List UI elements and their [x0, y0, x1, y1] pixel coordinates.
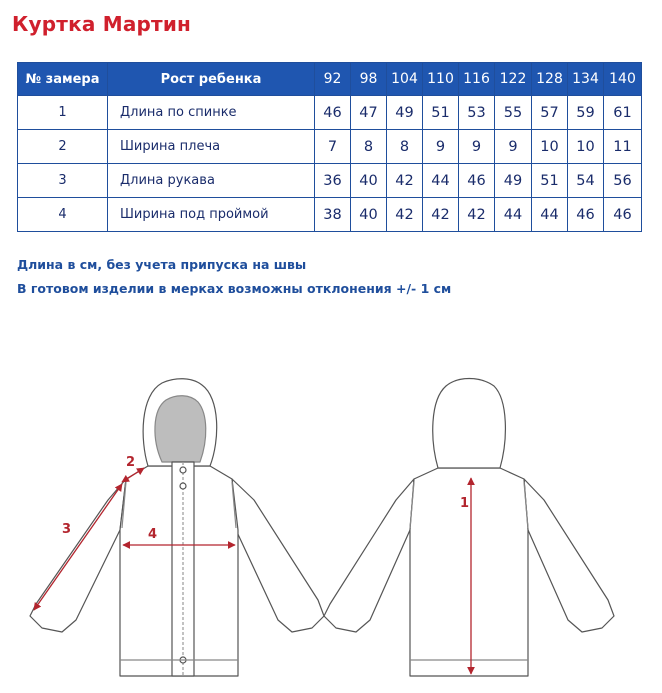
table-header-row [18, 63, 642, 96]
measure-value: 46 [459, 164, 495, 198]
header-size: 98 [351, 63, 387, 96]
measure-value: 42 [387, 164, 423, 198]
measure-value: 49 [495, 164, 532, 198]
note-seam-allowance: Длина в см, без учета припуска на швы [17, 257, 307, 272]
measure-value: 11 [604, 130, 642, 164]
header-measure-number: № замера [18, 63, 108, 96]
measure-value: 36 [315, 164, 351, 198]
measure-value: 40 [351, 164, 387, 198]
measure-name: Длина по спинке [108, 96, 315, 130]
jacket-drawing [0, 340, 662, 690]
measure-name: Длина рукава [108, 164, 315, 198]
measure-value: 8 [351, 130, 387, 164]
measure-value: 44 [423, 164, 459, 198]
measure-value: 57 [532, 96, 568, 130]
header-size: 116 [459, 63, 495, 96]
table-row [18, 130, 642, 164]
measure-value: 10 [532, 130, 568, 164]
measure-value: 47 [351, 96, 387, 130]
measure-value: 54 [568, 164, 604, 198]
table-row [18, 164, 642, 198]
front-right-sleeve [232, 479, 324, 632]
measure-value: 40 [351, 198, 387, 232]
measure-value: 46 [568, 198, 604, 232]
back-hood [433, 379, 506, 469]
header-size: 110 [423, 63, 459, 96]
measure-value: 38 [315, 198, 351, 232]
measure-value: 55 [495, 96, 532, 130]
measure-value: 51 [423, 96, 459, 130]
measure-value: 9 [495, 130, 532, 164]
jacket-front [30, 379, 324, 676]
measure-number: 4 [18, 198, 108, 232]
front-hood-lining [155, 396, 206, 462]
measure-name: Ширина под проймой [108, 198, 315, 232]
table-row [18, 198, 642, 232]
measure-value: 49 [387, 96, 423, 130]
header-size: 92 [315, 63, 351, 96]
measure-number: 1 [18, 96, 108, 130]
back-right-sleeve [524, 479, 614, 632]
back-left-sleeve [324, 479, 414, 632]
measure-value: 8 [387, 130, 423, 164]
size-table [17, 62, 642, 232]
measure-value: 42 [387, 198, 423, 232]
measure-value: 53 [459, 96, 495, 130]
measure-value: 46 [604, 198, 642, 232]
measure-value: 44 [532, 198, 568, 232]
measure-number: 3 [18, 164, 108, 198]
page-title: Куртка Мартин [12, 12, 192, 36]
measure-value: 44 [495, 198, 532, 232]
measure-value: 9 [423, 130, 459, 164]
measure-value: 10 [568, 130, 604, 164]
measure-value: 59 [568, 96, 604, 130]
header-size: 104 [387, 63, 423, 96]
measure-name: Ширина плеча [108, 130, 315, 164]
measure-number: 2 [18, 130, 108, 164]
measure-value: 42 [459, 198, 495, 232]
front-left-sleeve [30, 479, 126, 632]
measure-value: 51 [532, 164, 568, 198]
header-size: 122 [495, 63, 532, 96]
note-tolerance: В готовом изделии в мерках возможны отклонения +/- 1 см [17, 281, 452, 296]
table-row [18, 96, 642, 130]
measure-value: 61 [604, 96, 642, 130]
measure-value: 56 [604, 164, 642, 198]
measure-value: 9 [459, 130, 495, 164]
header-child-height: Рост ребенка [108, 63, 315, 96]
measure-label-3: 3 [62, 522, 72, 537]
header-size: 140 [604, 63, 642, 96]
header-size: 128 [532, 63, 568, 96]
jacket-back [324, 379, 614, 677]
measure-label-1: 1 [460, 496, 470, 511]
measure-value: 46 [315, 96, 351, 130]
measure-value: 7 [315, 130, 351, 164]
measure-label-4: 4 [148, 527, 158, 542]
measure-label-2: 2 [126, 455, 136, 470]
measure-value: 42 [423, 198, 459, 232]
header-size: 134 [568, 63, 604, 96]
